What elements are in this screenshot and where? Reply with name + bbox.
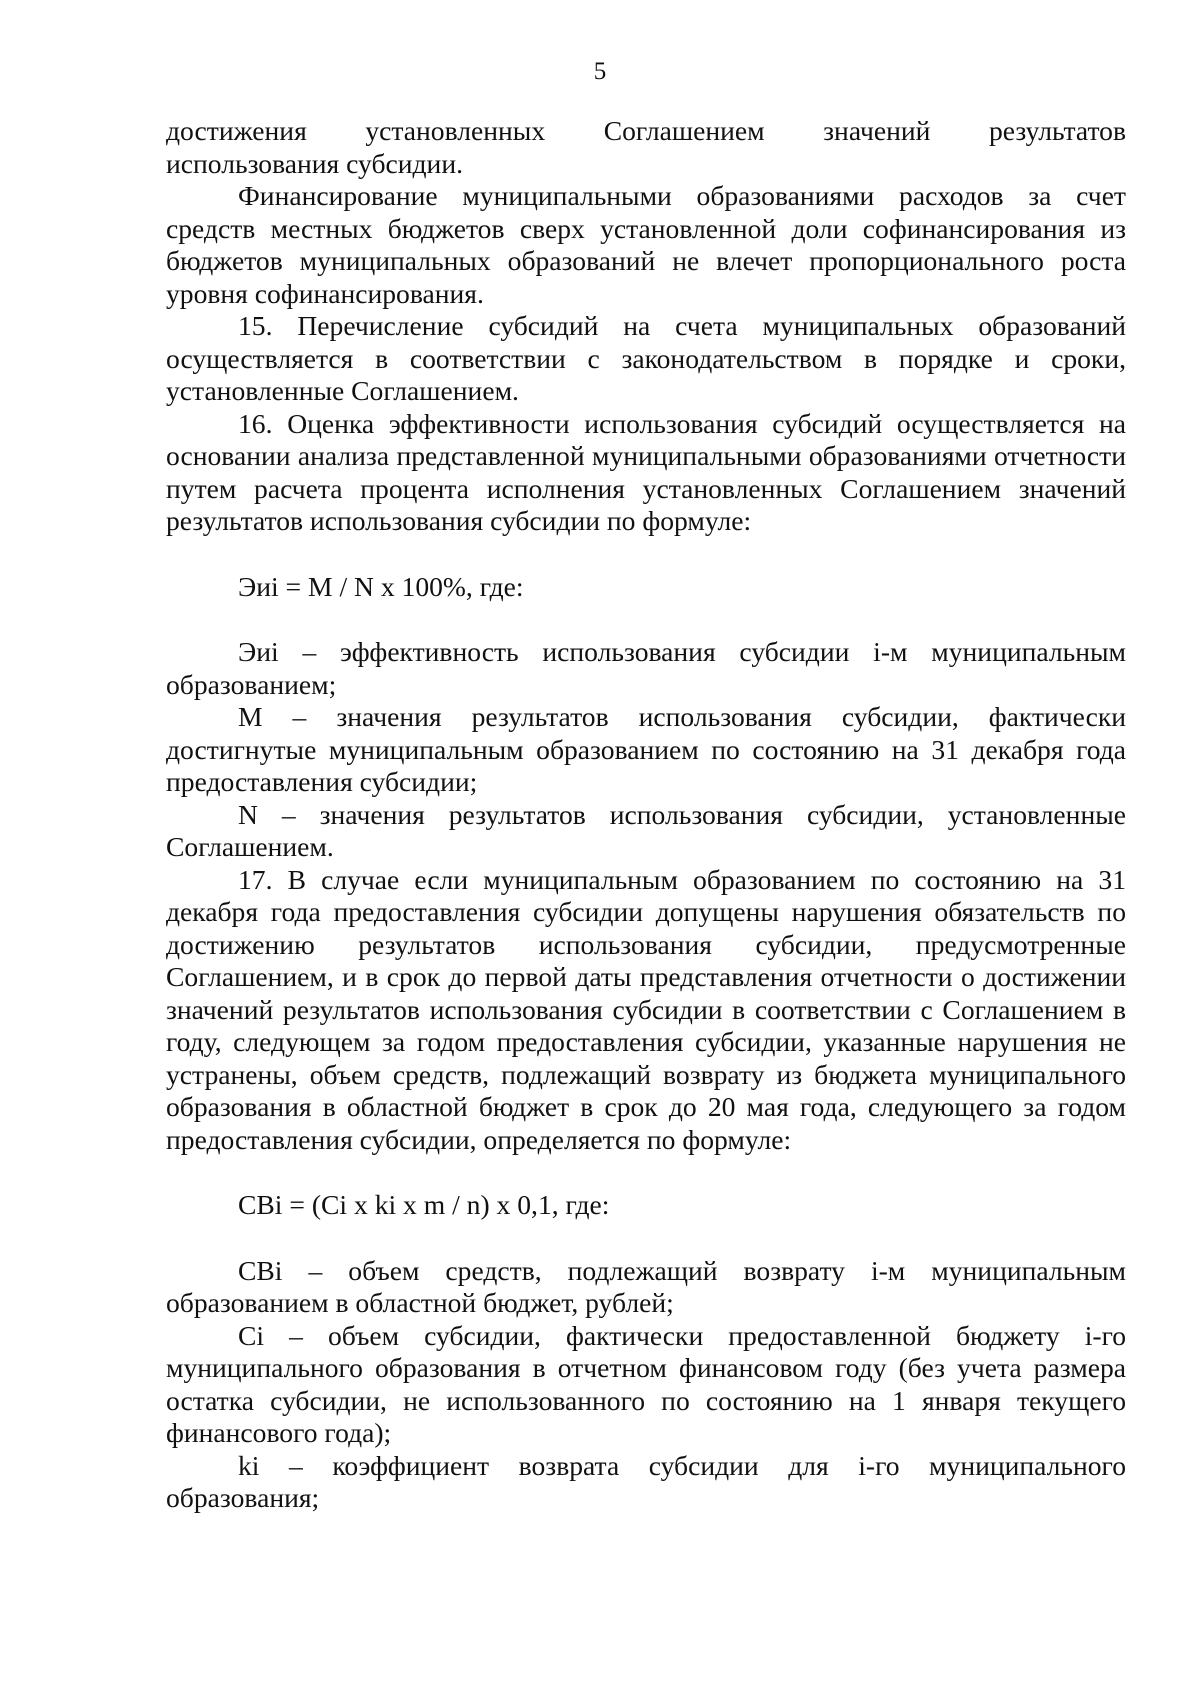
definition-m: M – значения результатов использования субсидии, фактически достигнутые муниципальным образованием по состоянию на 31 декабря года предоставления субсидии; <box>166 701 1126 797</box>
paragraph-cofinancing: Финансирование муниципальными образованиями расходов за счет средств местных бюджетов сверх установленной доли софинансирования из бюджетов муниципальных образований не влечет пропорционального роста уровня софинансирования. <box>166 180 1126 309</box>
paragraph-15: 15. Перечисление субсидий на счета муниципальных образований осуществляется в соответствии с законодательством в порядке и сроки, установленные Соглашением. <box>166 310 1126 406</box>
definition-ci: Ci – объем субсидии, фактически предоставленной бюджету i-го муниципального образования в отчетном финансовом году (без учета размера остатка субсидии, не использованного по состоянию на 1 января текущего финансового года); <box>166 1319 1126 1448</box>
definition-n: N – значения результатов использования субсидии, установленные Соглашением. <box>166 798 1126 862</box>
paragraph-16: 16. Оценка эффективности использования субсидий осуществляется на основании анализа представленной муниципальными образованиями отчетности путем расчета процента исполнения установленных Соглашением значений результатов использования субсидии по формуле: <box>166 407 1126 536</box>
paragraph-continuation-line: достижения установленных Соглашением значений результатов <box>166 115 1126 146</box>
definition-eii: Эиi – эффективность использования субсидии i-м муниципальным образованием; <box>166 636 1126 700</box>
definition-cbi: CBi – объем средств, подлежащий возврату i-м муниципальным образованием в областной бюджет, рублей; <box>166 1254 1126 1318</box>
formula-refund: CBi = (Ci x ki x m / n) x 0,1, где: <box>238 1189 610 1220</box>
document-body <box>166 115 1126 1515</box>
definition-ki: ki – коэффициент возврата субсидии для i-го муниципального образования; <box>166 1449 1126 1513</box>
page-number: 5 <box>593 58 607 85</box>
paragraph-continuation-end: использования субсидии. <box>166 147 463 179</box>
paragraph-17: 17. В случае если муниципальным образованием по состоянию на 31 декабря года предоставления субсидии допущены нарушения обязательств по достижению результатов использования субсидии, предусмотренные Соглашением, и в срок до первой даты представления отчетности о достижении значений результатов использования субсидии в соответствии с Соглашением в году, следующем за годом предоставления субсидии, указанные нарушения не устранены, объем средств, подлежащий возврату из бюджета муниципального образования в областной бюджет в срок до 20 мая года, следующего за годом предоставления субсидии, определяется по формуле: <box>166 863 1126 1155</box>
formula-efficiency: Эиi = M / N x 100%, где: <box>238 570 524 602</box>
